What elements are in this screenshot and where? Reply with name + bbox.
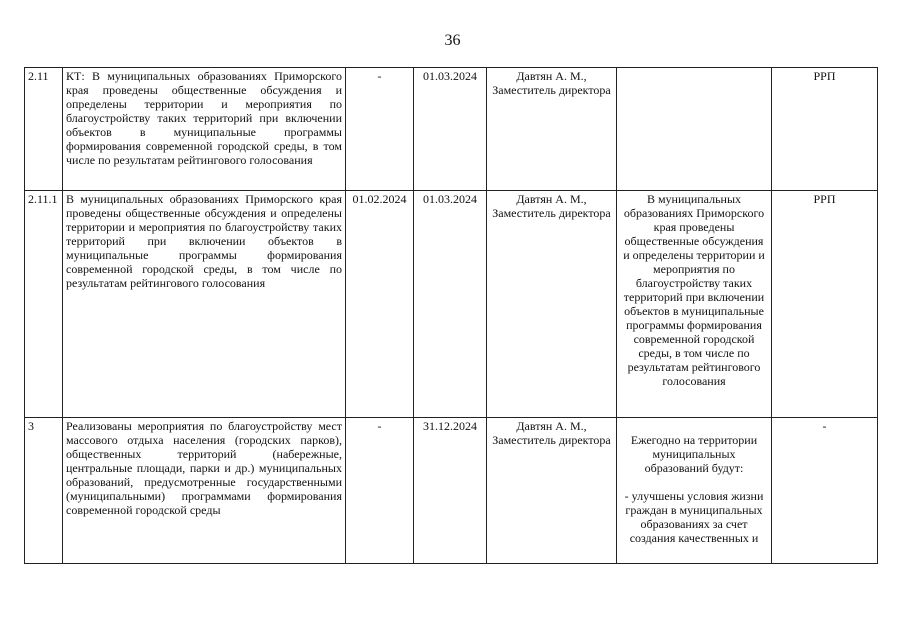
- table-row: [25, 68, 878, 191]
- result-cell: [617, 418, 772, 564]
- end-date: 31.12.2024: [414, 418, 487, 564]
- responsible: Давтян А. М., Заместитель директора: [487, 68, 617, 191]
- table-row: [25, 191, 878, 418]
- result: В муниципальных образованиях Приморского края проведены общественные обсуждения и определены территории и мероприятия по благоустройству таких территорий при включении объектов в муниципальные программы формирования современной городской среды, в том числе по результатам рейтингового голосования: [617, 191, 772, 418]
- start-date: -: [346, 418, 414, 564]
- end-date: 01.03.2024: [414, 191, 487, 418]
- row-description: КТ: В муниципальных образованиях Приморского края проведены общественные обсуждения и определены территории и мероприятия по благоустройству таких территорий при включении объектов в муниципальные программы формирования современной городской среды, в том числе по результатам рейтингового голосования: [63, 68, 346, 191]
- start-date: 01.02.2024: [346, 191, 414, 418]
- page-number: 36: [444, 32, 461, 49]
- document-type: РРП: [772, 68, 878, 191]
- result-spacer: [620, 475, 768, 489]
- result-spacer: [620, 419, 768, 433]
- start-date: -: [346, 68, 414, 191]
- row-number: 2.11: [25, 68, 63, 191]
- result: Ежегодно на территории муниципальных образований будут:: [630, 433, 758, 475]
- row-number: 2.11.1: [25, 191, 63, 418]
- row-description: В муниципальных образованиях Приморского края проведены общественные обсуждения и определены территории и мероприятия по благоустройству таких территорий при включении объектов в муниципальные программы формирования современной городской среды, в том числе по результатам рейтингового голосования: [63, 191, 346, 418]
- end-date: 01.03.2024: [414, 68, 487, 191]
- responsible: Давтян А. М., Заместитель директора: [487, 418, 617, 564]
- result-continued: - улучшены условия жизни граждан в муниципальных образованиях за счет создания качественных и: [624, 489, 764, 545]
- result: [617, 68, 772, 191]
- document-type: -: [772, 418, 878, 564]
- row-number: 3: [25, 418, 63, 564]
- plan-table: [24, 67, 878, 564]
- table-row: [25, 418, 878, 564]
- responsible: Давтян А. М., Заместитель директора: [487, 191, 617, 418]
- row-description: Реализованы мероприятия по благоустройству мест массового отдыха населения (городских парков), общественных территорий (набережные, центральные площади, парки и др.) муниципальных образований, предусмотренные государственными (муниципальными) программами формирования современной городской среды: [63, 418, 346, 564]
- document-type: РРП: [772, 191, 878, 418]
